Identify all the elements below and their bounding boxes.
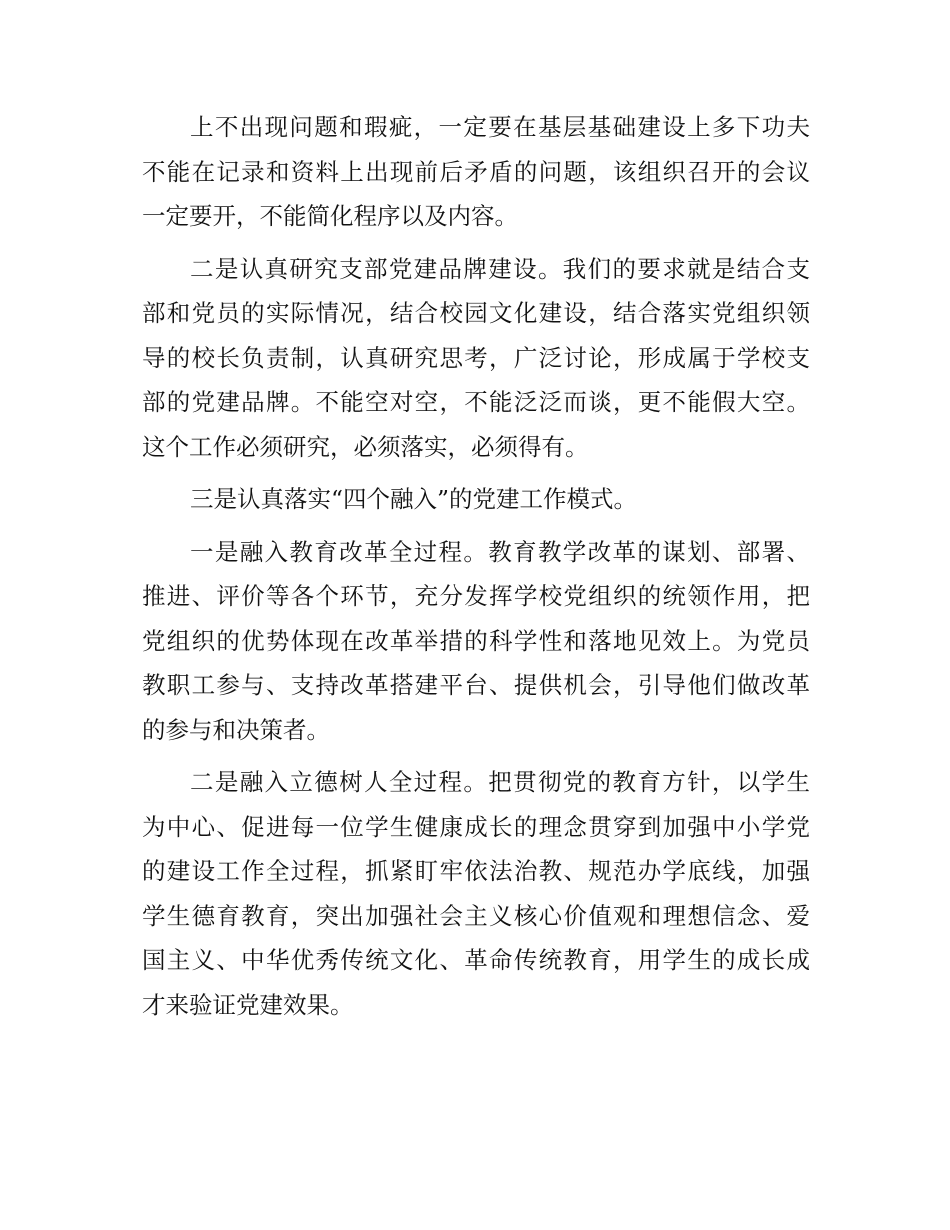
paragraph-line: 上不出现问题和瑕疵，一定要在基层基础建设上多下功夫: [190, 113, 810, 141]
paragraph-line: 党组织的优势体现在改革举措的科学性和落地见效上。为党员: [142, 626, 810, 655]
paragraph-line: 三是认真落实“四个融入”的党建工作模式。: [190, 485, 638, 513]
paragraph-3: [142, 477, 810, 522]
document-body: [142, 105, 810, 1035]
paragraph-2: [142, 247, 810, 470]
paragraph-4: [142, 530, 810, 753]
paragraph-line: 不能在记录和资料上出现前后矛盾的问题，该组织召开的会议: [142, 157, 810, 186]
paragraph-line: 推进、评价等各个环节，充分发挥学校党组织的统领作用，把: [142, 582, 810, 610]
paragraph-line: 一定要开，不能简化程序以及内容。: [142, 202, 518, 230]
paragraph-line: 才来验证党建效果。: [142, 990, 354, 1019]
paragraph-line: 的建设工作全过程，抓紧盯牢依法治教、规范办学底线，加强: [142, 857, 810, 885]
paragraph-line: 的参与和决策者。: [142, 715, 330, 744]
paragraph-line: 部的党建品牌。不能空对空，不能泛泛而谈，更不能假大空。: [142, 388, 810, 416]
paragraph-line: 部和党员的实际情况，结合校园文化建设，结合落实党组织领: [142, 299, 810, 327]
paragraph-line: 为中心、促进每一位学生健康成长的理念贯穿到加强中小学党: [142, 812, 810, 841]
paragraph-line: 国主义、中华优秀传统文化、革命传统教育，用学生的成长成: [142, 946, 810, 974]
paragraph-line: 学生德育教育，突出加强社会主义核心价值观和理想信念、爱: [142, 901, 810, 930]
paragraph-line: 二是认真研究支部党建品牌建设。我们的要求就是结合支: [190, 254, 810, 283]
paragraph-line: 教职工参与、支持改革搭建平台、提供机会，引导他们做改革: [142, 671, 810, 699]
paragraph-1: [142, 105, 810, 239]
paragraph-line: 这个工作必须研究，必须落实，必须得有。: [142, 432, 589, 461]
paragraph-line: 一是融入教育改革全过程。教育教学改革的谋划、部署、: [190, 537, 810, 566]
paragraph-line: 导的校长负责制，认真研究思考，广泛讨论，形成属于学校支: [142, 343, 810, 372]
paragraph-5: [142, 760, 810, 1027]
paragraph-line: 二是融入立德树人全过程。把贯彻党的教育方针，以学生: [190, 768, 810, 796]
